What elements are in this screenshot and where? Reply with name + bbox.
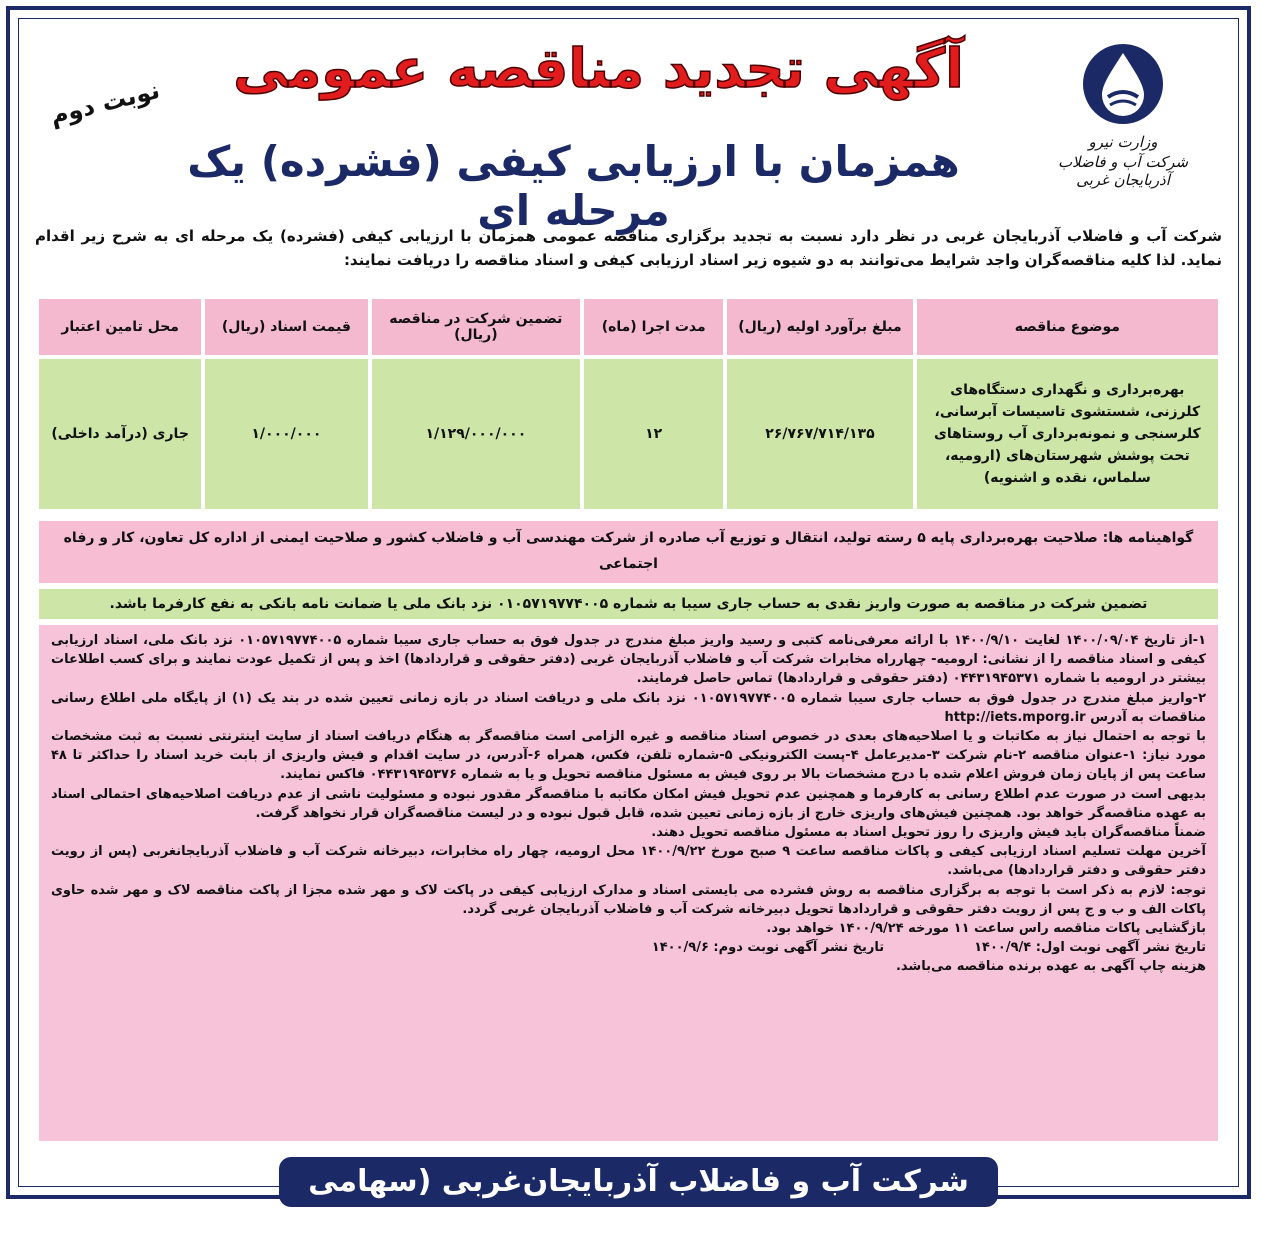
condition-paragraph: آخرین مهلت تسلیم اسناد ارزیابی کیفی و پاکات مناقصه ساعت ۹ صبح مورخ ۱۴۰۰/۹/۲۲ محل ارومیه، چهار راه مخابرات، دبیرخانه شرکت آب و فاضلاب آذربایجانغربی (پس از رویت دفتر حقوقی و دفتر قراردادها) می‌باشد. — [51, 844, 1206, 879]
page-subtitle: همزمان با ارزیابی کیفی (فشرده) یک مرحله ای — [187, 137, 960, 235]
footer-company-banner: شرکت آب و فاضلاب آذربایجان‌غربی (سهامی خاص) — [279, 1157, 998, 1207]
col-estimate: مبلغ برآورد اولیه (ریال) — [727, 299, 912, 355]
company-logo — [1028, 39, 1218, 209]
guarantee-box: تضمین شرکت در مناقصه به صورت واریز نقدی به حساب جاری سیبا به شماره ۰۱۰۵۷۱۹۷۷۴۰۰۵ نزد بانک ملی یا ضمانت نامه بانکی به نفع کارفرما باشد. — [39, 589, 1218, 619]
condition-paragraph: توجه: لازم به ذکر است با توجه به برگزاری مناقصه به روش فشرده می بایستی اسناد و مدارک ارزیابی کیفی در پاکت لاک و مهر شده مجزا از پاکت مناقصه لاک و مهر شده حاوی پاکات الف و ب و ج پس از رویت دفتر حقوقی و قراردادها تحویل دبیرخانه شرکت آب و فاضلاب آذربایجان غربی گردد. — [51, 882, 1206, 917]
water-drop-logo-icon — [1078, 39, 1168, 129]
col-subject: موضوع مناقصه — [917, 299, 1218, 355]
condition-paragraph: بازگشایی پاکات مناقصه راس ساعت ۱۱ مورخه ۱۴۰۰/۹/۲۴ خواهد بود. — [766, 921, 1206, 937]
ministry-label: وزارت نیرو — [1088, 133, 1158, 151]
condition-paragraph: بدیهی است در صورت عدم اطلاع رسانی به کارفرما و همچنین عدم تحویل فیش امکان مکاتبه با مناقصه‌گر مقدور نبوده و مسئولیت ناشی از عدم دریافت اصلاحیه‌های احتمالی اسناد به عهده مناقصه‌گر خواهد بود. همچنین فیش‌های واریزی خارج از بازه زمانی تعیین شده، قابل قبول نبوده و در لیست مناقصه‌گران قرار نخواهد گرفت. — [51, 786, 1206, 821]
publication-date-second: تاریخ نشر آگهی نوبت دوم: ۱۴۰۰/۹/۶ — [651, 940, 885, 956]
advertisement-frame — [6, 6, 1251, 1249]
inner-border — [18, 18, 1239, 1249]
intro-paragraph: شرکت آب و فاضلاب آذربایجان غربی در نظر دارد نسبت به تجدید برگزاری مناقصه عمومی همزمان با ارزیابی کیفی (فشرده) یک مرحله ای به شرح زیر اقدام نماید. لذا کلیه مناقصه‌گران واجد شرایط می‌توانند به دو شیوه زیر اسناد ارزیابی کیفی و اسناد مناقصه را دریافت نمایند: — [35, 227, 1222, 269]
col-guarantee: تضمین شرکت در مناقصه (ریال) — [372, 299, 581, 355]
company-logo-label: شرکت آب و فاضلاب آذربایجان غربی — [1057, 153, 1189, 189]
col-duration: مدت اجرا (ماه) — [584, 299, 723, 355]
cell-subject: بهره‌برداری و نگهداری دستگاه‌های کلرزنی، شستشوی تاسیسات آبرسانی، کلرسنجی و نمونه‌برداری آب روستاهای تحت پوشش شهرستان‌های (ارومیه، سلماس، نقده و اشنویه) — [917, 359, 1218, 509]
conditions-box — [39, 625, 1218, 1141]
cell-doc-price: ۱/۰۰۰/۰۰۰ — [205, 359, 367, 509]
page-title: آگهی تجدید مناقصه عمومی — [233, 37, 964, 100]
cell-guarantee: ۱/۱۲۹/۰۰۰/۰۰۰ — [372, 359, 581, 509]
table-row — [39, 359, 1218, 509]
certificates-box: گواهینامه ها: صلاحیت بهره‌برداری پایه ۵ رسته تولید، انتقال و توزیع آب صادره از شرکت مهندسی آب و فاضلاب کشور و صلاحیت ایمنی از اداره کل تعاون، کار و رفاه اجتماعی — [39, 521, 1218, 583]
condition-paragraph: ۲-واریز مبلغ مندرج در جدول فوق به حساب جاری سیبا شماره ۰۱۰۵۷۱۹۷۷۴۰۰۵ نزد بانک ملی و دریافت اسناد در بازه زمانی تعیین شده در بند یک (۱) از پایگاه ملی اطلاع رسانی مناقصات به آدرس http://iets.mporg.ir — [51, 690, 1207, 725]
condition-paragraph: با توجه به احتمال نیاز به مکاتبات و یا اصلاحیه‌های بعدی در خصوص اسناد مناقصه و غیره الزامی است مناقصه‌گر به هنگام دریافت اسناد از سایت اینترنتی نسبت به ثبت مشخصات مورد نیاز: ۱-عنوان مناقصه ۲-نام شرکت ۳-مدیرعامل ۴-پست الکترونیکی ۵-شماره تلفن، فکس، همراه ۶-آدرس، در سایت اقدام و فیش واریزی از بابت خرید اسناد را حداکثر تا ۴۸ ساعت پس از پایان زمان فروش اعلام شده با درج مشخصات بالا بر روی فیش به مسئول مناقصه تحویل و یا به شماره ۰۴۴۳۱۹۴۵۳۷۶ فاکس نمایند. — [51, 729, 1206, 783]
condition-paragraph: هزینه چاپ آگهی به عهده برنده مناقصه می‌باشد. — [895, 959, 1206, 975]
header — [19, 19, 1238, 235]
col-funding: محل تامین اعتبار — [39, 299, 201, 355]
cell-estimate: ۲۶/۷۶۷/۷۱۴/۱۳۵ — [727, 359, 912, 509]
table-header-row — [39, 299, 1218, 355]
cell-duration: ۱۲ — [584, 359, 723, 509]
publication-date-first: تاریخ نشر آگهی نوبت اول: ۱۴۰۰/۹/۴ — [974, 940, 1206, 956]
publication-dates — [51, 938, 1206, 957]
tender-table — [35, 295, 1222, 513]
condition-paragraph: ضمناً مناقصه‌گران باید فیش واریزی را روز تحویل اسناد به مسئول مناقصه تحویل دهند. — [651, 825, 1206, 841]
round-badge: نوبت دوم — [47, 75, 163, 131]
col-doc-price: قیمت اسناد (ریال) — [205, 299, 367, 355]
cell-funding: جاری (درآمد داخلی) — [39, 359, 201, 509]
condition-paragraph: ۱-از تاریخ ۱۴۰۰/۰۹/۰۴ لغایت ۱۴۰۰/۹/۱۰ با ارائه معرفی‌نامه کتبی و رسید واریز مبلغ مندرج در جدول فوق به حساب جاری سیبا شماره ۰۱۰۵۷۱۹۷۷۴۰۰۵ نزد بانک ملی، اسناد ارزیابی کیفی و اسناد مناقصه را از نشانی: ارومیه- چهارراه مخابرات شرکت آب و فاضلاب آذربایجان غربی (دفتر حقوقی و قراردادها) اخذ و پس از تکمیل عودت نمایند و برای کسب اطلاعات بیشتر در ارومیه با شماره ۰۴۴۳۱۹۴۵۳۷۱ (دفتر حقوقی و قراردادها) تماس حاصل فرمایند. — [51, 633, 1206, 687]
